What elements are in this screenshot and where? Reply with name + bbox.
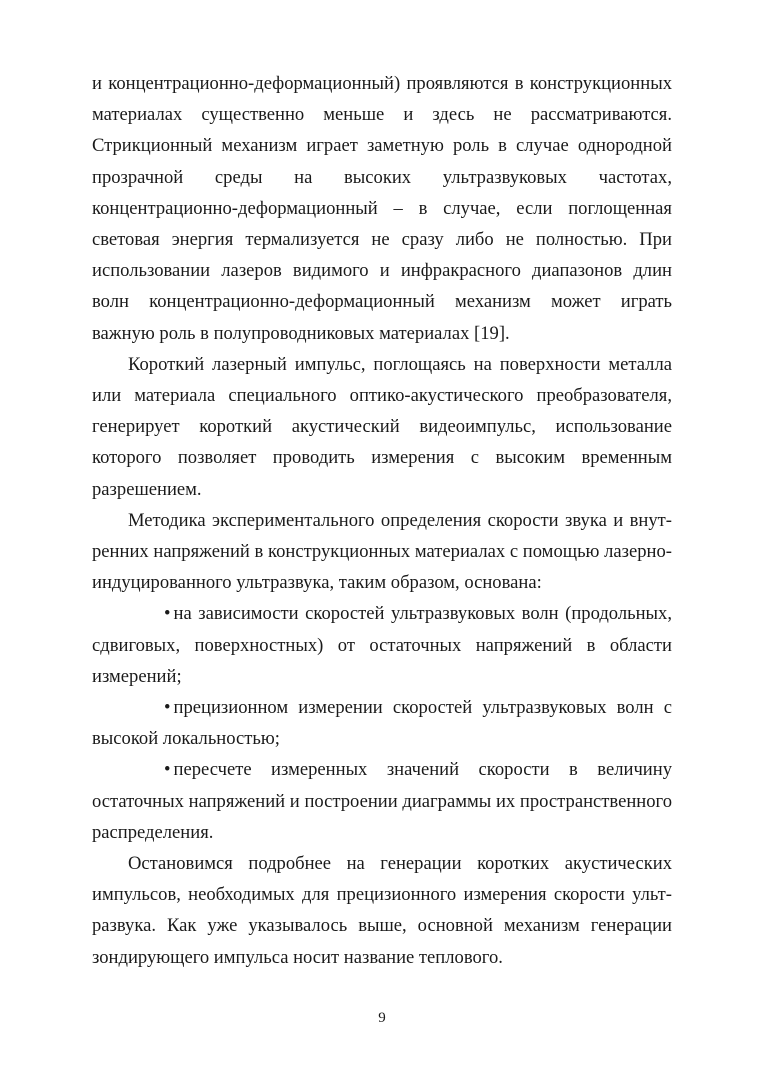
list-item [92,754,672,848]
list-item-text: пересчете измеренных значений скорости в величину остаточных напряжений и построении диаграммы их пространственного распределения. [92,759,672,843]
body-text [92,68,672,973]
paragraph-continuation: и концентрационно-деформационный) проявляются в конструкционных материалах существенно меньше и здесь не рассматриваются. Стрикционный механизм играет заметную роль в случае однородной прозрачной среды на высоких ультразвуковых частотах, концентрационно-деформационный – в случае, если поглощенная световая энергия термализуется не сразу либо не полностью. При использовании лазеров видимого и инфракрасного диапазонов длин волн концентрационно-деформационный механизм может играть важную роль в полупроводниковых материалах [19]. [92,73,672,344]
bullet-icon: • [164,697,171,719]
page-number: 9 [378,1010,386,1026]
bullet-icon: • [164,759,171,781]
paragraph-laser-pulse: Короткий лазерный импульс, поглощаясь на поверхности металла или материала специального оптико-акустического преобразователя, генерирует короткий акустический видеоимпульс, использование которого позволяет проводить измерения с высоким временным разрешением. [92,353,672,500]
list-item-text: на зависимости скоростей ультразвуковых волн (продольных, сдвиговых, поверхностных) от остаточных напряжений в области измерений; [92,603,672,687]
list-item [92,692,672,754]
paragraph-methodology: Методика экспериментального определения скорости звука и внутренних напряжений в конструкционных материалах с помощью лазерно-индуцированного ультразвука, таким образом, основана: [92,509,672,594]
bullet-icon: • [164,603,171,625]
list-item-text: прецизионном измерении скоростей ультразвуковых волн с высокой локальностью; [92,697,672,750]
list-item [92,598,672,692]
paragraph-generation: Остановимся подробнее на генерации коротких акустических импульсов, необходимых для прецизионного измерения скорости ультразвука. Как уже указывалось выше, основной механизм генерации зондирующего импульса носит название теплового. [92,853,672,968]
